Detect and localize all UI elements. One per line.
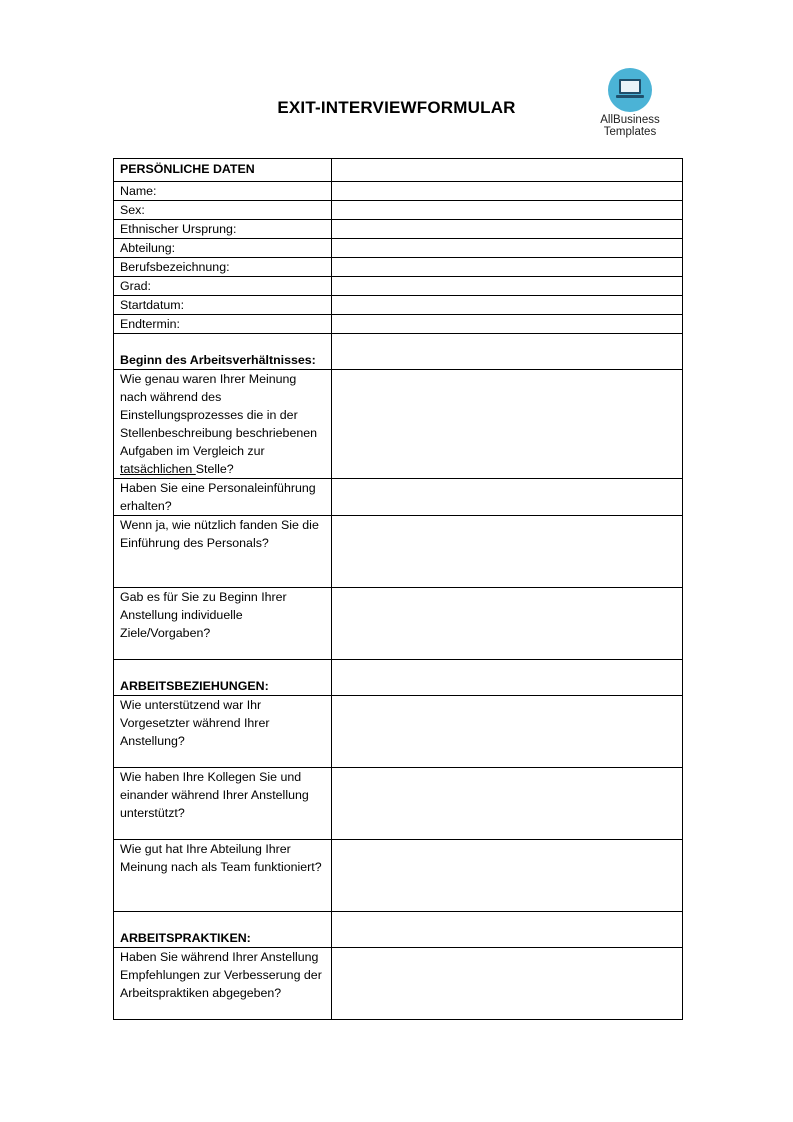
field-row — [114, 182, 683, 201]
field-input-name[interactable] — [332, 182, 683, 201]
question-row — [114, 948, 683, 1020]
section-row-start — [114, 334, 683, 370]
question-individual-goals: Gab es für Sie zu Beginn Ihrer Anstellung individuelle Ziele/Vorgaben? — [114, 588, 332, 660]
answer-field[interactable] — [332, 696, 683, 768]
answer-field[interactable] — [332, 768, 683, 840]
question-colleague-support: Wie haben Ihre Kollegen Sie und einander während Ihrer Anstellung unterstützt? — [114, 768, 332, 840]
field-label-end-date: Endtermin: — [114, 315, 332, 334]
question-supervisor-support: Wie unterstützend war Ihr Vorgesetzter während Ihrer Anstellung? — [114, 696, 332, 768]
value-cell[interactable] — [332, 660, 683, 696]
logo-text-line1: AllBusiness — [600, 114, 660, 126]
page-title: EXIT-INTERVIEWFORMULAR — [277, 98, 516, 117]
laptop-icon — [608, 68, 652, 112]
question-induction-usefulness: Wenn ja, wie nützlich fanden Sie die Einführung des Personals? — [114, 516, 332, 588]
exit-interview-table — [113, 158, 683, 1020]
underlined-word: tatsächlichen — [120, 462, 196, 476]
question-row — [114, 370, 683, 479]
field-row — [114, 258, 683, 277]
field-label-ethnic-origin: Ethnischer Ursprung: — [114, 220, 332, 239]
field-row — [114, 315, 683, 334]
question-team-function: Wie gut hat Ihre Abteilung Ihrer Meinung nach als Team funktioniert? — [114, 840, 332, 912]
section-header-personal: PERSÖNLICHE DATEN — [114, 159, 332, 182]
question-job-description-accuracy: Wie genau waren Ihrer Meinung nach während des Einstellungsprozesses die in der Stellenbeschreibung beschriebenen Aufgaben im Vergleich zur tatsächlichen Stelle? — [114, 370, 332, 479]
value-cell[interactable] — [332, 159, 683, 182]
section-header-start: Beginn des Arbeitsverhältnisses: — [114, 334, 332, 370]
section-header-relations: ARBEITSBEZIEHUNGEN: — [114, 660, 332, 696]
answer-field[interactable] — [332, 479, 683, 516]
field-label-department: Abteilung: — [114, 239, 332, 258]
field-input-sex[interactable] — [332, 201, 683, 220]
question-row — [114, 768, 683, 840]
field-input-job-title[interactable] — [332, 258, 683, 277]
field-label-grade: Grad: — [114, 277, 332, 296]
field-row — [114, 220, 683, 239]
section-row-relations — [114, 660, 683, 696]
field-input-ethnic-origin[interactable] — [332, 220, 683, 239]
section-row-personal — [114, 159, 683, 182]
field-label-name: Name: — [114, 182, 332, 201]
section-header-practices: ARBEITSPRAKTIKEN: — [114, 912, 332, 948]
question-improvement-recommendations: Haben Sie während Ihrer Anstellung Empfehlungen zur Verbesserung der Arbeitspraktiken abgegeben? — [114, 948, 332, 1020]
value-cell[interactable] — [332, 334, 683, 370]
answer-field[interactable] — [332, 516, 683, 588]
field-input-grade[interactable] — [332, 277, 683, 296]
section-row-practices — [114, 912, 683, 948]
question-row — [114, 516, 683, 588]
question-row — [114, 588, 683, 660]
value-cell[interactable] — [332, 912, 683, 948]
question-induction-received: Haben Sie eine Personaleinführung erhalten? — [114, 479, 332, 516]
answer-field[interactable] — [332, 840, 683, 912]
field-input-department[interactable] — [332, 239, 683, 258]
field-row — [114, 239, 683, 258]
field-row — [114, 277, 683, 296]
field-input-start-date[interactable] — [332, 296, 683, 315]
field-row — [114, 201, 683, 220]
question-row — [114, 840, 683, 912]
question-row — [114, 479, 683, 516]
allbusiness-templates-logo — [590, 68, 670, 138]
logo-text-line2: Templates — [603, 126, 657, 138]
field-label-start-date: Startdatum: — [114, 296, 332, 315]
field-input-end-date[interactable] — [332, 315, 683, 334]
question-row — [114, 696, 683, 768]
answer-field[interactable] — [332, 370, 683, 479]
answer-field[interactable] — [332, 588, 683, 660]
field-label-job-title: Berufsbezeichnung: — [114, 258, 332, 277]
answer-field[interactable] — [332, 948, 683, 1020]
field-label-sex: Sex: — [114, 201, 332, 220]
field-row — [114, 296, 683, 315]
